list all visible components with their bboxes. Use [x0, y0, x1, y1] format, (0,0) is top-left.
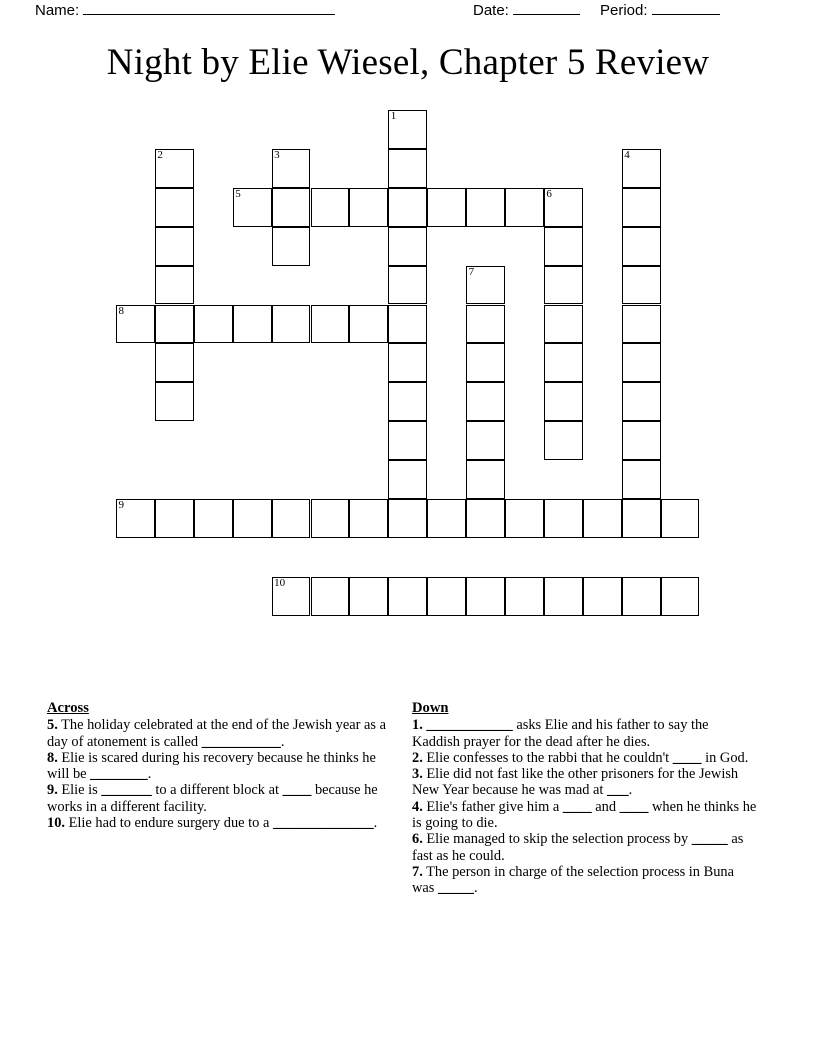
clue-text: Elie is scared during his recovery because he thinks he will be: [47, 749, 376, 783]
clue-number: 2.: [412, 749, 423, 766]
crossword-cell[interactable]: [388, 149, 427, 188]
crossword-cell[interactable]: [388, 266, 427, 305]
clue-number: 8.: [47, 749, 58, 766]
clue-number: 7.: [412, 863, 423, 880]
crossword-cell[interactable]: [349, 188, 388, 227]
clue-text-mid: to a different block at: [151, 782, 283, 799]
crossword-cell[interactable]: [233, 305, 272, 344]
crossword-cell[interactable]: [388, 421, 427, 460]
clue-number: 3.: [412, 766, 423, 783]
crossword-cell[interactable]: [311, 577, 350, 616]
crossword-cell[interactable]: [272, 149, 311, 188]
clue-item: [47, 815, 392, 831]
cell-number: 4: [624, 148, 630, 161]
cell-number: 1: [390, 110, 397, 122]
clue-text: The holiday celebrated at the end of the Jewish year as a day of atonement is called: [47, 717, 386, 750]
crossword-cell[interactable]: [544, 266, 583, 305]
crossword-cell[interactable]: [272, 227, 311, 266]
clue-item: [412, 766, 757, 799]
crossword-cell[interactable]: [622, 343, 661, 382]
clue-number: 5.: [47, 717, 58, 734]
clue-text: Elie's father give him a: [422, 798, 563, 815]
crossword-cell[interactable]: [544, 499, 583, 538]
clue-answer-blank[interactable]: ______________: [272, 815, 374, 832]
clue-text-mid: and: [591, 798, 620, 815]
crossword-cell[interactable]: [233, 188, 272, 227]
crossword-cell[interactable]: [622, 421, 661, 460]
clue-text-tail: in God.: [701, 749, 749, 766]
crossword-cell[interactable]: [388, 188, 427, 227]
crossword-cell[interactable]: [622, 266, 661, 305]
crossword-cell[interactable]: [466, 305, 505, 344]
crossword-cell[interactable]: [466, 382, 505, 421]
crossword-cell[interactable]: [155, 382, 194, 421]
crossword-cell[interactable]: [466, 266, 505, 305]
crossword-cell[interactable]: [622, 227, 661, 266]
clue-answer-blank[interactable]: _______: [101, 782, 152, 799]
clue-number: 9.: [47, 782, 58, 799]
crossword-cell[interactable]: [505, 499, 544, 538]
crossword-cell[interactable]: [116, 499, 155, 538]
crossword-cell[interactable]: [544, 305, 583, 344]
clue-answer-blank[interactable]: ____: [562, 798, 592, 815]
clue-number: 6.: [412, 831, 423, 848]
crossword-cell[interactable]: [349, 577, 388, 616]
clue-answer-blank[interactable]: ________: [90, 766, 148, 783]
cell-number: 3: [274, 148, 280, 161]
crossword-cell[interactable]: [466, 577, 505, 616]
crossword-cell[interactable]: [544, 577, 583, 616]
clue-item: [412, 831, 757, 864]
crossword-cell[interactable]: [388, 499, 427, 538]
crossword-cell[interactable]: [622, 577, 661, 616]
crossword-cell[interactable]: [505, 188, 544, 227]
clue-number: 10.: [47, 815, 65, 832]
clue-text-tail: .: [280, 733, 285, 750]
clue-number: 4.: [412, 798, 423, 815]
cell-number: 7: [468, 265, 475, 278]
clue-number: 1.: [412, 717, 423, 734]
crossword-cell[interactable]: [388, 343, 427, 382]
crossword-cell[interactable]: [272, 499, 311, 538]
name-field-group: [35, 2, 335, 19]
period-field-group: [600, 2, 720, 19]
crossword-cell[interactable]: [505, 577, 544, 616]
crossword-cell[interactable]: [272, 188, 311, 227]
crossword-cell[interactable]: [155, 499, 194, 538]
crossword-grid: [116, 110, 706, 622]
clue-item: [412, 864, 757, 897]
crossword-cell[interactable]: [583, 577, 622, 616]
clue-text: Elie had to endure surgery due to a: [65, 815, 273, 832]
crossword-cell[interactable]: [583, 499, 622, 538]
date-label: Date:: [473, 2, 509, 19]
across-clue-list: [47, 717, 392, 831]
clue-text-tail: because he works in a different facility.: [47, 782, 378, 815]
crossword-cell[interactable]: [194, 499, 233, 538]
date-input-rule[interactable]: [513, 3, 580, 15]
clue-text-tail: .: [473, 880, 478, 897]
clue-item: [412, 799, 757, 832]
clue-item: [412, 750, 757, 766]
crossword-cell[interactable]: [466, 499, 505, 538]
crossword-cell[interactable]: [622, 382, 661, 421]
crossword-cell[interactable]: [466, 343, 505, 382]
period-label: Period:: [600, 2, 648, 19]
cell-number: 9: [118, 499, 124, 511]
down-clue-list: [412, 717, 757, 896]
crossword-cell[interactable]: [155, 266, 194, 305]
crossword-cell[interactable]: [155, 343, 194, 382]
worksheet-header: [0, 0, 816, 30]
crossword-cell[interactable]: [544, 227, 583, 266]
crossword-cell[interactable]: [661, 577, 700, 616]
clue-text: Elie did not fast like the other prisoners for the Jewish New Year because he was mad at: [412, 766, 739, 799]
crossword-cell[interactable]: [388, 460, 427, 499]
crossword-cell[interactable]: [155, 227, 194, 266]
crossword-cell[interactable]: [155, 305, 194, 344]
clue-text: Elie confesses to the rabbi that he couldn't: [422, 749, 673, 766]
crossword-cell[interactable]: [272, 305, 311, 344]
period-input-rule[interactable]: [652, 3, 720, 15]
crossword-cell[interactable]: [427, 499, 466, 538]
crossword-cell[interactable]: [622, 499, 661, 538]
clue-item: [412, 717, 757, 750]
clue-answer-blank[interactable]: ____: [672, 749, 702, 766]
clue-text-tail: asks Elie and his father to say the Kaddish prayer for the dead after he dies.: [412, 717, 709, 750]
clue-answer-blank[interactable]: ___________: [201, 733, 281, 750]
name-label: Name:: [35, 2, 80, 19]
cell-number: 10: [274, 576, 286, 589]
clue-text-tail: .: [147, 766, 152, 783]
crossword-cell[interactable]: [155, 188, 194, 227]
crossword-cell[interactable]: [388, 227, 427, 266]
crossword-cell[interactable]: [194, 305, 233, 344]
crossword-cell[interactable]: [544, 382, 583, 421]
page-title: Night by Elie Wiesel, Chapter 5 Review: [106, 42, 710, 83]
clue-text: The person in charge of the selection process in Buna was: [412, 863, 734, 897]
down-heading: Down: [412, 700, 449, 716]
crossword-cell[interactable]: [427, 188, 466, 227]
clue-item: [47, 782, 392, 815]
crossword-cell[interactable]: [388, 110, 427, 149]
crossword-cell[interactable]: [544, 343, 583, 382]
crossword-cell[interactable]: [622, 149, 661, 188]
clue-item: [47, 750, 392, 783]
clue-answer-blank-2[interactable]: ____: [619, 798, 649, 815]
crossword-cell[interactable]: [622, 188, 661, 227]
clue-answer-blank[interactable]: ___: [607, 782, 629, 799]
crossword-cell[interactable]: [311, 188, 350, 227]
crossword-cell[interactable]: [233, 499, 272, 538]
clue-text: Elie managed to skip the selection process by: [422, 831, 692, 848]
crossword-cell[interactable]: [388, 577, 427, 616]
crossword-cell[interactable]: [622, 305, 661, 344]
cell-number: 5: [235, 187, 241, 200]
name-input-rule[interactable]: [83, 3, 335, 15]
clue-text-tail: .: [628, 782, 633, 799]
crossword-cell[interactable]: [388, 305, 427, 344]
crossword-cell[interactable]: [116, 305, 155, 344]
down-clues-section: [412, 700, 757, 897]
crossword-cell[interactable]: [388, 382, 427, 421]
clue-answer-blank-2[interactable]: ____: [282, 782, 312, 799]
crossword-cell[interactable]: [661, 499, 700, 538]
clue-text-tail: when he thinks he is going to die.: [412, 798, 757, 832]
clue-item: [47, 717, 392, 750]
crossword-cell[interactable]: [349, 499, 388, 538]
crossword-cell[interactable]: [311, 499, 350, 538]
clue-text: Elie is: [57, 782, 102, 799]
crossword-cell[interactable]: [427, 577, 466, 616]
cell-number: 2: [157, 148, 163, 161]
crossword-cell[interactable]: [466, 460, 505, 499]
crossword-cell[interactable]: [466, 421, 505, 460]
crossword-cell[interactable]: [544, 421, 583, 460]
clue-answer-blank[interactable]: _____: [691, 831, 728, 848]
crossword-cell[interactable]: [544, 188, 583, 227]
cell-number: 6: [546, 187, 552, 200]
clue-answer-blank[interactable]: ____________: [426, 717, 513, 734]
crossword-cell[interactable]: [466, 188, 505, 227]
date-field-group: [473, 2, 580, 19]
across-clues-section: [47, 700, 392, 831]
crossword-cell[interactable]: [311, 305, 350, 344]
crossword-cell[interactable]: [272, 577, 311, 616]
crossword-cell[interactable]: [349, 305, 388, 344]
crossword-cell[interactable]: [155, 149, 194, 188]
clue-text-tail: as fast as he could.: [412, 831, 744, 864]
cell-number: 8: [118, 304, 124, 317]
clue-answer-blank[interactable]: _____: [437, 880, 474, 897]
across-heading: Across: [47, 700, 89, 716]
clue-text-tail: .: [373, 815, 378, 832]
crossword-cell[interactable]: [622, 460, 661, 499]
